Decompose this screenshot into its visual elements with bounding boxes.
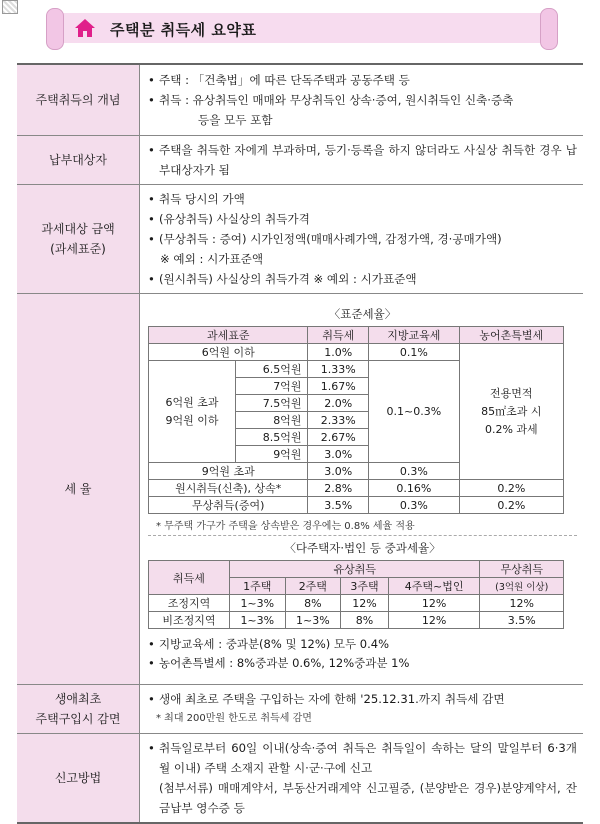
base-exception: ※ 예외 : 시가표준액 [160, 251, 264, 266]
rural-line: 0.2% 과세 [484, 422, 538, 436]
content-rate [140, 293, 584, 684]
std-cell: 무상취득(증여) [149, 497, 308, 514]
rural-tax-note [459, 344, 563, 480]
title-banner [52, 6, 552, 50]
banner-scroll-left [46, 8, 64, 50]
std-cell: 6억원 이하 [149, 344, 308, 361]
report-item: • 취득일로부터 60일 이내(상속·증여 취득은 취득일이 속하는 달의 말일부터 6·3개월 이내) 주택 소재지 관할 시·군·구에 신고 [148, 738, 577, 778]
base-item: • (유상취득) 사실상의 취득가격 [148, 209, 577, 229]
std-header: 과세표준 [149, 327, 308, 344]
base-item: • (원시취득) 사실상의 취득가격 ※ 예외 : 시가표준액 [148, 269, 577, 289]
mid-rate: 2.67% [308, 429, 369, 446]
content-report [140, 733, 584, 823]
std-cell: 9억원 초과 [149, 463, 308, 480]
mid-amount: 7.5억원 [236, 395, 308, 412]
heavy-subheader: 4주택~법인 [388, 578, 480, 595]
label-first-line1: 생애최초 [54, 691, 102, 706]
concept-item-cont: 등을 모두 포함 [198, 112, 273, 127]
heavy-cell: 1~3% [285, 612, 341, 629]
heavy-cell: 비조정지역 [149, 612, 230, 629]
row-rate [17, 293, 583, 684]
heavy-cell: 1~3% [230, 612, 286, 629]
content-base [140, 184, 584, 293]
label-first-home [17, 684, 140, 733]
heavy-cell: 조정지역 [149, 595, 230, 612]
mid-amount: 6.5억원 [236, 361, 308, 378]
label-base [17, 184, 140, 293]
mid-rate: 3.0% [308, 446, 369, 463]
mid-bracket-label [149, 361, 236, 463]
standard-rate-footnote: * 무주택 가구가 주택을 상속받은 경우에는 0.8% 세율 적용 [148, 517, 577, 536]
mid-label-line: 6억원 초과 [165, 395, 219, 409]
mid-rate: 2.33% [308, 412, 369, 429]
mid-amount: 9억원 [236, 446, 308, 463]
mid-amount: 7억원 [236, 378, 308, 395]
heavy-subheader: 3주택 [341, 578, 389, 595]
std-cell: 원시취득(신축), 상속* [149, 480, 308, 497]
content-payer [140, 135, 584, 184]
concept-item: • 주택 : 「건축법」에 따른 단독주택과 공동주택 등 [148, 70, 577, 90]
report-docs: (첨부서류) 매매계약서, 부동산거래계약 신고필증, (분양받은 경우)분양계약서, 잔금납부 영수증 등 [159, 780, 577, 815]
mid-rate: 1.67% [308, 378, 369, 395]
payer-item: • 주택을 취득한 자에게 부과하며, 등기·등록을 하지 않더라도 사실상 취득한 경우 납부대상자가 됨 [148, 140, 577, 180]
row-base [17, 184, 583, 293]
label-rate: 세 율 [17, 293, 140, 684]
heavy-cell: 1~3% [230, 595, 286, 612]
std-header: 지방교육세 [369, 327, 460, 344]
std-header: 취득세 [308, 327, 369, 344]
heavy-subheader: 1주택 [230, 578, 286, 595]
content-concept [140, 64, 584, 135]
row-report [17, 733, 583, 823]
rate-note: • 농어촌특별세 : 8%중과분 0.6%, 12%중과분 1% [148, 654, 577, 673]
summary-table [17, 63, 583, 824]
standard-rate-caption: 〈표준세율〉 [328, 307, 397, 321]
heavy-cell: 8% [285, 595, 341, 612]
std-cell: 2.8% [308, 480, 369, 497]
std-cell: 3.0% [308, 463, 369, 480]
std-cell: 0.3% [369, 497, 460, 514]
heavy-cell: 3.5% [480, 612, 564, 629]
heavy-header: 유상취득 [230, 561, 480, 578]
heavy-subheader: (3억원 이상) [480, 578, 564, 595]
heavy-subheader: 2주택 [285, 578, 341, 595]
row-payer [17, 135, 583, 184]
first-home-note: * 최대 200만원 한도로 취득세 감면 [156, 712, 312, 724]
mid-rate: 1.33% [308, 361, 369, 378]
heavy-rate-caption: 〈다주택자·법인 등 중과세율〉 [284, 541, 441, 555]
std-cell: 0.2% [459, 480, 563, 497]
heavy-header: 무상취득 [480, 561, 564, 578]
heavy-rate-table [148, 560, 564, 629]
banner-scroll-right [540, 8, 558, 50]
label-report: 신고방법 [17, 733, 140, 823]
std-cell: 0.16% [369, 480, 460, 497]
rural-line: 85㎡초과 시 [481, 404, 542, 418]
std-cell: 0.1% [369, 344, 460, 361]
content-first-home [140, 684, 584, 733]
std-cell: 3.5% [308, 497, 369, 514]
standard-rate-table [148, 326, 564, 514]
std-cell: 0.3% [369, 463, 460, 480]
row-concept [17, 64, 583, 135]
std-header: 농어촌특별세 [459, 327, 563, 344]
mid-label-line: 9억원 이하 [165, 413, 219, 427]
label-first-line2: 주택구입시 감면 [35, 711, 121, 726]
page-corner-mark [2, 0, 18, 14]
house-icon [74, 17, 96, 39]
base-item: • 취득 당시의 가액 [148, 189, 577, 209]
mid-edu-rate: 0.1~0.3% [369, 361, 460, 463]
row-first-home [17, 684, 583, 733]
concept-item: • 취득 : 유상취득인 매매와 무상취득인 상속·증여, 원시취득인 신축·증축 [148, 90, 577, 110]
std-cell: 0.2% [459, 497, 563, 514]
heavy-cell: 12% [388, 612, 480, 629]
mid-rate: 2.0% [308, 395, 369, 412]
label-payer: 납부대상자 [17, 135, 140, 184]
label-base-line2: (과세표준) [50, 241, 106, 256]
mid-amount: 8.5억원 [236, 429, 308, 446]
heavy-cell: 12% [388, 595, 480, 612]
rural-line: 전용면적 [490, 386, 533, 400]
heavy-cell: 12% [480, 595, 564, 612]
first-home-item: • 생애 최초로 주택을 구입하는 자에 한해 '25.12.31.까지 취득세 감면 [148, 689, 577, 709]
heavy-cell: 12% [341, 595, 389, 612]
label-base-line1: 과세대상 금액 [41, 221, 115, 236]
heavy-cell: 8% [341, 612, 389, 629]
std-cell: 1.0% [308, 344, 369, 361]
heavy-header: 취득세 [149, 561, 230, 595]
mid-amount: 8억원 [236, 412, 308, 429]
rate-note: • 지방교육세 : 중과분(8% 및 12%) 모두 0.4% [148, 635, 577, 654]
label-concept: 주택취득의 개념 [17, 64, 140, 135]
base-item: • (무상취득 : 증여) 시가인정액(매매사례가액, 감정가액, 경·공매가액) [148, 229, 577, 249]
page-title: 주택분 취득세 요약표 [110, 21, 257, 39]
